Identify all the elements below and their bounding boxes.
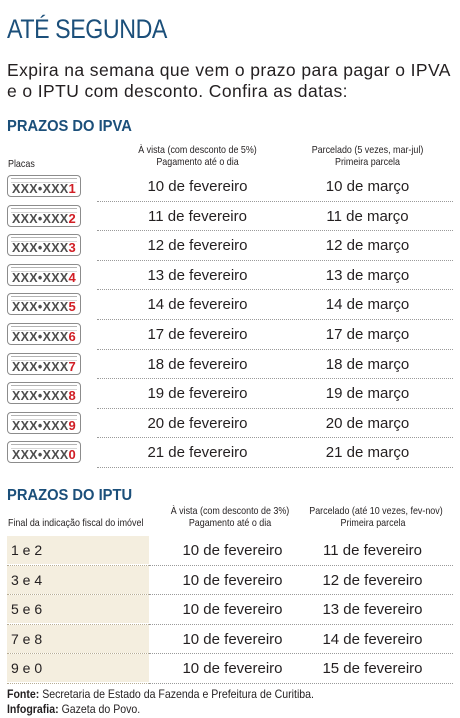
page-title: ATÉ SEGUNDA (7, 14, 167, 44)
plate-letters: XXX•XXX (12, 241, 69, 256)
iptu-final-digits: 7 e 8 (11, 630, 43, 647)
intro-text: Expira na semana que vem o prazo para pagar o IPVA e o IPTU com desconto. Confira as datas: (7, 60, 450, 101)
iptu-parcelado-date: 14 de fevereiro (322, 630, 423, 648)
license-plate-icon (7, 264, 81, 286)
ipva-parcelado-date: 18 de março (325, 355, 410, 373)
ipva-avista-date: 13 de fevereiro (147, 266, 248, 284)
ipva-parcelado-date: 13 de março (325, 266, 410, 284)
ipva-parcelado-date: 14 de março (325, 296, 410, 314)
iptu-table-row (0, 595, 460, 625)
ipva-parcelado-date: 20 de março (325, 414, 410, 432)
ipva-parcelado-date: 17 de março (325, 326, 410, 343)
iptu-table-row (0, 654, 460, 684)
ipva-avista-date: 10 de fevereiro (147, 178, 248, 195)
credit-label: Infografia: (7, 702, 59, 716)
ipva-col-avista (132, 144, 264, 168)
ipva-table-row (0, 172, 460, 202)
iptu-avista-date: 10 de fevereiro (182, 571, 283, 589)
ipva-table-row (0, 290, 460, 320)
plate-final-digit: 1 (68, 181, 77, 196)
ipva-table-row (0, 320, 460, 350)
iptu-col-parcelado (309, 505, 443, 529)
ipva-parcelado-date: 10 de março (325, 178, 410, 195)
ipva-table-row (0, 409, 460, 439)
ipva-table-row (0, 202, 460, 232)
license-plate-icon (7, 205, 81, 227)
ipva-table-row (0, 379, 460, 409)
plate-letters: XXX•XXX (12, 182, 69, 196)
ipva-avista-date: 20 de fevereiro (147, 414, 248, 432)
ipva-avista-date: 18 de fevereiro (147, 355, 248, 373)
plate-letters: XXX•XXX (12, 418, 69, 433)
plate-letters: XXX•XXX (12, 300, 69, 315)
ipva-table-row (0, 231, 460, 261)
ipva-heading: PRAZOS DO IPVA (7, 118, 132, 135)
plate-letters: XXX•XXX (12, 211, 69, 226)
ipva-table-row (0, 261, 460, 291)
plate-final-digit: 6 (68, 329, 77, 344)
plate-final-digit: 8 (68, 388, 77, 404)
iptu-avista-date: 10 de fevereiro (182, 542, 283, 559)
row-divider (7, 683, 149, 684)
row-divider (149, 683, 453, 684)
plate-final-digit: 9 (68, 417, 77, 433)
ipva-col-avista-line1: À vista (com desconto de 5%) (138, 144, 257, 156)
iptu-avista-date: 10 de fevereiro (182, 630, 283, 648)
iptu-table-row (0, 625, 460, 655)
plate-letters: XXX•XXX (12, 448, 69, 463)
plate-final-digit: 4 (68, 269, 77, 285)
iptu-col-avista-line2: Pagamento até o dia (188, 517, 272, 529)
credit-line (7, 702, 140, 716)
ipva-avista-date: 21 de fevereiro (147, 444, 248, 462)
credit-text: Gazeta do Povo. (58, 702, 141, 716)
source-line (7, 687, 314, 701)
ipva-avista-date: 11 de fevereiro (148, 207, 247, 225)
iptu-parcelado-date: 15 de fevereiro (322, 660, 423, 678)
iptu-heading: PRAZOS DO IPTU (7, 487, 133, 504)
ipva-col-placas: Placas (8, 158, 35, 170)
plate-final-digit: 3 (68, 240, 77, 256)
ipva-avista-date: 17 de fevereiro (147, 326, 248, 343)
plate-letters: XXX•XXX (12, 389, 69, 404)
ipva-parcelado-date: 12 de março (325, 237, 410, 255)
plate-letters: XXX•XXX (12, 270, 69, 285)
iptu-table-row (0, 536, 460, 566)
ipva-parcelado-date: 11 de março (326, 207, 409, 225)
ipva-table-row (0, 438, 460, 468)
iptu-col-parcelado-line1: Parcelado (até 10 vezes, fev-nov) (309, 505, 443, 517)
license-plate-icon (7, 353, 81, 375)
source-label: Fonte: (7, 687, 40, 701)
plate-final-digit: 7 (68, 358, 77, 374)
license-plate-icon (7, 412, 81, 434)
iptu-final-digits: 1 e 2 (11, 542, 43, 558)
plate-final-digit: 0 (68, 447, 77, 463)
ipva-avista-date: 12 de fevereiro (147, 237, 248, 255)
license-plate-icon (7, 441, 81, 463)
iptu-col-parcelado-line2: Primeira parcela (340, 517, 406, 529)
ipva-col-parcelado-line1: Parcelado (5 vezes, mar-jul) (311, 144, 424, 156)
row-divider (97, 467, 453, 468)
ipva-avista-date: 19 de fevereiro (147, 385, 248, 403)
iptu-parcelado-date: 11 de fevereiro (323, 542, 422, 559)
iptu-avista-date: 10 de fevereiro (182, 660, 283, 678)
license-plate-icon (7, 382, 81, 404)
plate-final-digit: 2 (68, 210, 77, 226)
license-plate-icon (7, 293, 81, 315)
iptu-table-row (0, 566, 460, 596)
source-text: Secretaria de Estado da Fazenda e Prefeitura de Curitiba. (39, 687, 314, 701)
iptu-col-avista-line1: À vista (com desconto de 3%) (170, 505, 290, 517)
iptu-final-digits: 9 e 0 (11, 660, 43, 677)
ipva-col-parcelado (302, 144, 434, 168)
license-plate-icon (7, 175, 81, 197)
iptu-parcelado-date: 12 de fevereiro (322, 571, 423, 589)
ipva-parcelado-date: 21 de março (325, 444, 410, 462)
iptu-col-avista (162, 505, 298, 529)
iptu-final-digits: 5 e 6 (11, 601, 43, 618)
iptu-avista-date: 10 de fevereiro (182, 601, 283, 619)
ipva-table-row (0, 350, 460, 380)
license-plate-icon (7, 323, 81, 345)
plate-final-digit: 5 (68, 299, 77, 315)
iptu-parcelado-date: 13 de fevereiro (322, 601, 423, 619)
ipva-col-parcelado-line2: Primeira parcela (335, 156, 400, 168)
ipva-col-avista-line2: Pagamento até o dia (156, 156, 239, 168)
ipva-avista-date: 14 de fevereiro (147, 296, 248, 314)
ipva-parcelado-date: 19 de março (325, 385, 410, 403)
iptu-col-final: Final da indicação fiscal do imóvel (8, 517, 144, 529)
plate-letters: XXX•XXX (12, 330, 69, 344)
iptu-final-digits: 3 e 4 (11, 571, 43, 588)
plate-letters: XXX•XXX (12, 359, 69, 374)
license-plate-icon (7, 234, 81, 256)
